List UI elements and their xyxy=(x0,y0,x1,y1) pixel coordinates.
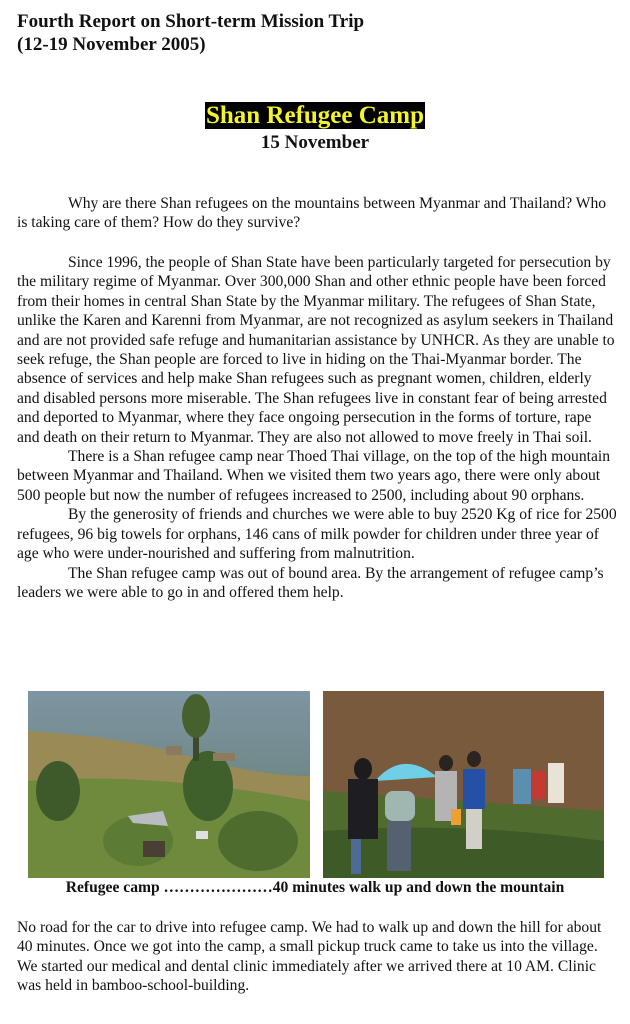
closing-block xyxy=(17,918,617,996)
paragraph-donations: By the generosity of friends and churches we were able to buy 2520 Kg of rice for 2500 refugees, 96 big towels for orphans, 146 cans of milk powder for children under three year of age who were under-nourished and suffering from malnutrition. xyxy=(17,506,617,563)
refugee-camp-photo xyxy=(28,691,310,878)
people-hiking-photo-icon xyxy=(323,691,604,878)
paragraph-camp: There is a Shan refugee camp near Thoed Thai village, on the top of the high mountain between Myanmar and Thailand. When we visited them two years ago, there were only about 500 people but now the number of refugees increased to 2500, including about 90 orphans. xyxy=(17,448,611,504)
landscape-photo-icon xyxy=(28,691,310,878)
report-dates: (12-19 November 2005) xyxy=(17,34,206,55)
report-header xyxy=(17,10,364,56)
section-title: Shan Refugee Camp xyxy=(205,102,425,129)
paragraph-intro: Why are there Shan refugees on the mountains between Myanmar and Thailand? Who is taking care of them? How do they survive? xyxy=(17,195,607,232)
report-title: Fourth Report on Short-term Mission Trip xyxy=(17,11,365,32)
paragraph-access: The Shan refugee camp was out of bound area. By the arrangement of refugee camp’s leaders we were able to go in and offered them help. xyxy=(17,564,604,601)
main-body xyxy=(17,253,617,602)
paragraph-closing: No road for the car to drive into refugee camp. We had to walk up and down the hill for about 40 minutes. Once we got into the camp, a small pickup truck came to take us into the village. We started our medical and dental clinic immediately after we arrived there at 10 AM. Clinic was held in bamboo-school-building. xyxy=(17,919,602,995)
paragraph-background: Since 1996, the people of Shan State have been particularly targeted for persecution by the military regime of Myanmar. Over 300,000 Shan and other ethnic people have been forced from their homes in central Shan State by the Myanmar military. The refugees of Shan State, unlike the Karen and Karenni from Myanmar, are not recognized as asylum seekers in Thailand and are not provided safe refuge and humanitarian assistance by UNHCR. As they are unable to seek refuge, the Shan people are forced to live in hiding on the Thai-Myanmar border. The absence of services and help make Shan refugees such as pregnant women, children, elderly and disabled persons more miserable. The Shan refugees live in constant fear of being arrested and deported to Myanmar, where they face ongoing persecution in the forms of torture, rape and death on their return to Myanmar. They are also not allowed to move freely in Thai soil. xyxy=(17,254,615,446)
intro-block xyxy=(17,194,617,233)
section-title-wrap xyxy=(0,102,630,129)
photo-caption: Refugee camp …………………40 minutes walk up and down the mountain xyxy=(65,879,565,896)
hiking-photo xyxy=(323,691,604,878)
section-date: 15 November xyxy=(260,132,370,153)
